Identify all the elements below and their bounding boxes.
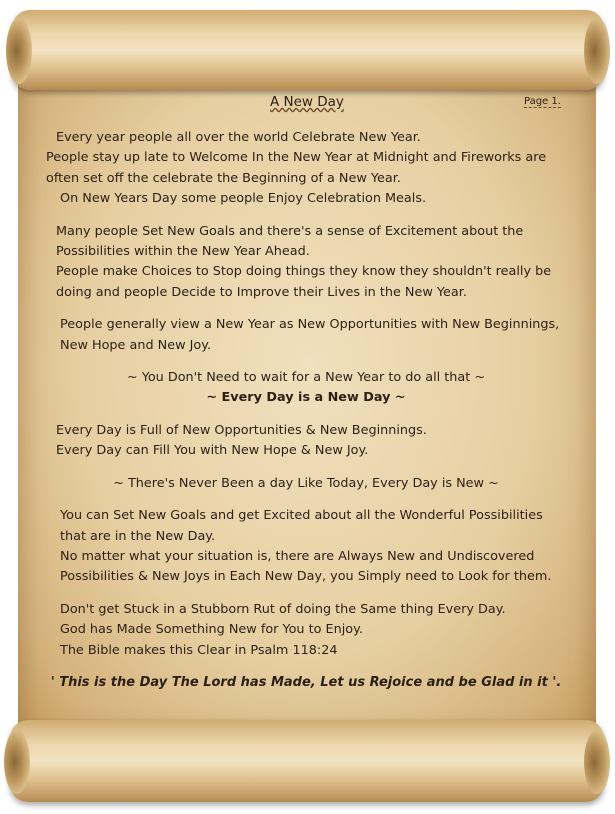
paragraph: God has Made Something New for You to Enjoy. [60, 622, 363, 638]
page-number: Page 1. [524, 96, 561, 107]
scroll-roll-top [12, 10, 604, 90]
paragraph: You can Set New Goals and get Excited about all the Wonderful Possibilities that are in the New Day. [60, 508, 543, 544]
paragraph: Every Day can Fill You with New Hope & New Joy. [56, 443, 369, 459]
psalm-quote: ' This is the Day The Lord has Made, Let us Rejoice and be Glad in it '. [50, 674, 562, 690]
paragraph: People make Choices to Stop doing things they know they shouldn't really be doing and people Decide to Improve their Lives in the New Year. [56, 264, 552, 300]
paragraph: No matter what your situation is, there are Always New and Undiscovered Possibilities & New Joys in Each New Day, you Simply need to Look for them. [60, 548, 552, 585]
paragraph: People generally view a New Year as New Opportunities with New Beginnings, New Hope and New Joy. [60, 317, 560, 353]
paragraph: Every year people all over the world Celebrate New Year. [56, 130, 421, 145]
roll-end-right [584, 18, 610, 84]
page-title: A New Day [270, 94, 344, 110]
paragraph: Many people Set New Goals and there's a sense of Excitement about the Possibilities within the New Year Ahead. [56, 223, 524, 260]
paragraph: Don't get Stuck in a Stubborn Rut of doing the Same thing Every Day. [60, 601, 506, 617]
paragraph: The Bible makes this Clear in Psalm 118:24 [60, 642, 338, 658]
scroll-roll-bottom [10, 720, 604, 802]
roll-end-left [4, 730, 30, 794]
paragraph: People stay up late to Welcome In the New Year at Midnight and Fireworks are often set off the celebrate the Beginning of a New Year. [46, 150, 547, 186]
centered-line: ~ You Don't Need to wait for a New Year to do all that ~ [126, 370, 486, 386]
paragraph: Every Day is Full of New Opportunities & New Beginnings. [56, 422, 427, 438]
centered-line: ~ There's Never Been a day Like Today, Every Day is New ~ [113, 475, 499, 491]
centered-line: ~ Every Day is a New Day ~ [206, 390, 406, 406]
roll-end-right [584, 730, 610, 794]
paragraph: On New Years Day some people Enjoy Celebration Meals. [60, 191, 427, 207]
document-text [46, 94, 566, 693]
roll-end-left [6, 18, 32, 84]
